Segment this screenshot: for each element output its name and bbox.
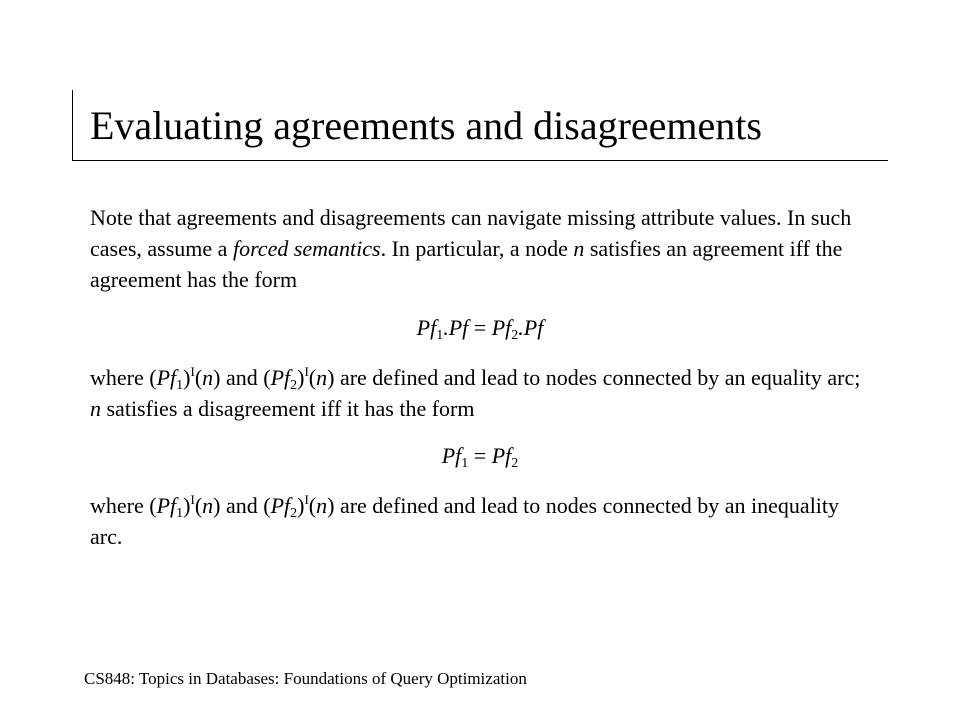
f1-pf-a: Pf	[416, 315, 437, 340]
paragraph-inequality-arc	[90, 490, 870, 552]
p2-sup1: I	[190, 364, 195, 379]
f1-pf-b: .Pf	[443, 315, 469, 340]
p3-pf2: Pf	[270, 493, 291, 518]
p2-sub2: 2	[290, 378, 298, 393]
p3-mid: ) and (	[213, 493, 271, 518]
p3-open-n2: (	[308, 493, 317, 518]
f2-sub-c: 2	[511, 456, 519, 471]
p2-open-n1: (	[194, 365, 203, 390]
f2-pf-a: Pf	[441, 443, 462, 468]
p1-text-1: Note that agreements and disagreements can navigate missing attribute values. In such cases, assume a	[90, 205, 852, 261]
f2-sub-a: 1	[461, 456, 469, 471]
p2-rest2: satisfies a disagreement iff it has the form	[101, 396, 475, 421]
f1-sub-a: 1	[436, 328, 444, 343]
p3-rest1: ) are defined and lead to nodes connected by an inequality arc.	[90, 493, 840, 549]
f1-sub-c: 2	[511, 328, 519, 343]
p2-where: where (	[90, 365, 157, 390]
p2-open-n2: (	[308, 365, 317, 390]
p3-close1: )	[183, 493, 191, 518]
p3-sub1: 1	[176, 506, 184, 521]
p3-open-n1: (	[194, 493, 203, 518]
p2-mid: ) and (	[213, 365, 271, 390]
f1-equals: =	[468, 315, 492, 340]
slide-title: Evaluating agreements and disagreements	[90, 103, 762, 148]
paragraph-forced-semantics	[90, 202, 870, 295]
p2-pf1: Pf	[156, 365, 177, 390]
p2-sup2: I	[304, 364, 309, 379]
p1-text-3: satisfies an agreement iff the agreement has the form	[90, 236, 843, 292]
p3-sub2: 2	[290, 506, 298, 521]
agreement-formula	[90, 312, 870, 343]
p2-sub1: 1	[176, 378, 184, 393]
p1-text-2: . In particular, a node	[380, 236, 574, 261]
paragraph-equality-arc	[90, 362, 870, 424]
p3-pf1: Pf	[156, 493, 177, 518]
p3-n2: n	[316, 493, 328, 518]
disagreement-formula	[90, 440, 870, 471]
title-vertical-rule	[72, 90, 73, 160]
p2-rest1: ) are defined and lead to nodes connected by an equality arc;	[327, 365, 861, 390]
p2-pf2: Pf	[270, 365, 291, 390]
f1-pf-d: .Pf	[518, 315, 544, 340]
p1-var-n: n	[573, 236, 585, 261]
slide-footer: CS848: Topics in Databases: Foundations of Query Optimization	[84, 669, 527, 688]
p2-close2: )	[297, 365, 305, 390]
f2-pf-c: Pf	[491, 443, 512, 468]
f2-equals: =	[468, 443, 492, 468]
p2-close1: )	[183, 365, 191, 390]
p2-n3: n	[90, 396, 101, 421]
title-horizontal-rule	[72, 160, 888, 161]
p2-n2: n	[316, 365, 328, 390]
f1-pf-c: Pf	[491, 315, 512, 340]
p1-emphasis-forced-semantics: forced semantics	[232, 236, 381, 261]
p3-n1: n	[202, 493, 214, 518]
p2-n1: n	[202, 365, 214, 390]
p3-sup2: I	[304, 492, 309, 507]
p3-close2: )	[297, 493, 305, 518]
p3-sup1: I	[190, 492, 195, 507]
p3-where: where (	[90, 493, 157, 518]
